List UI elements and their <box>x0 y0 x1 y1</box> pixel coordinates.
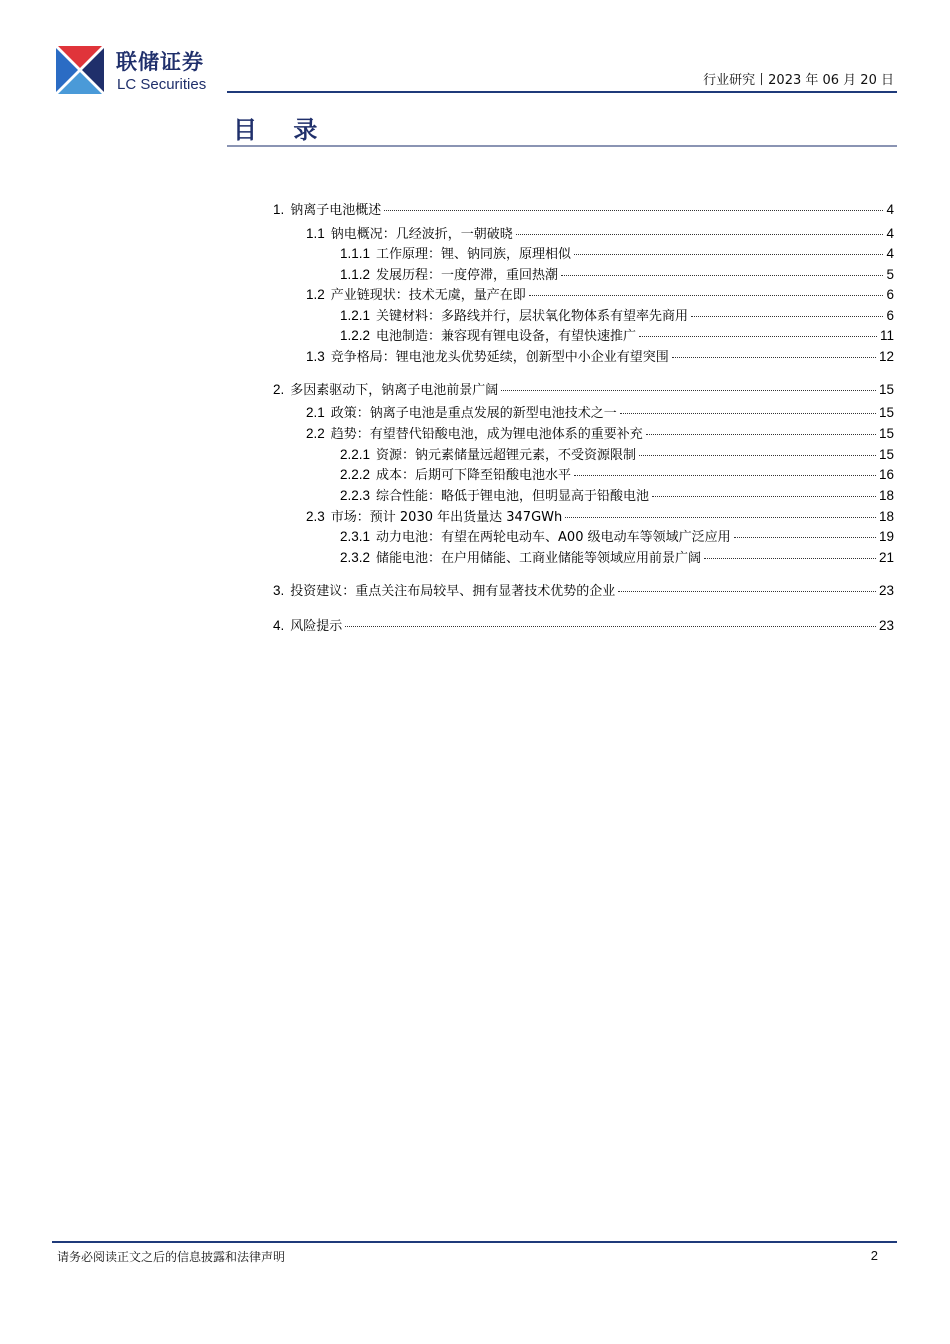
toc-entry[interactable] <box>340 487 894 505</box>
toc-entry-text: 综合性能：略低于锂电池，但明显高于铅酸电池 <box>376 489 650 504</box>
toc-leader-dots <box>618 591 876 592</box>
toc-entry-page: 4 <box>886 202 894 217</box>
toc-leader-dots <box>574 254 883 255</box>
toc-entry-page: 11 <box>879 328 894 343</box>
toc-entry[interactable] <box>306 225 894 243</box>
toc-entry[interactable] <box>306 286 894 304</box>
logo-chinese-name: 联储证券 <box>116 50 204 74</box>
logo-english-name: LC Securities <box>117 76 207 93</box>
toc-leader-dots <box>561 275 883 276</box>
toc-entry-text: 竞争格局：锂电池龙头优势延续，创新型中小企业有望突围 <box>330 350 669 365</box>
toc-leader-dots <box>529 295 884 296</box>
toc-entry[interactable] <box>273 201 894 219</box>
toc-entry-text: 钠电概况：几经波折，一朝破晓 <box>330 227 513 242</box>
toc-entry[interactable] <box>273 582 894 600</box>
toc-leader-dots <box>501 390 876 391</box>
toc-leader-dots <box>691 316 883 317</box>
toc-entry-page: 16 <box>878 467 894 482</box>
toc-entry-page: 12 <box>878 349 894 364</box>
toc-leader-dots <box>672 357 876 358</box>
toc-entry-number: 1.2 <box>306 287 325 302</box>
toc-leader-dots <box>565 517 876 518</box>
toc-entry[interactable] <box>340 307 894 325</box>
toc-entry-text: 动力电池：有望在两轮电动车、A00 级电动车等领域广泛应用 <box>376 530 731 545</box>
toc-entry-page: 18 <box>878 488 894 503</box>
toc-leader-dots <box>639 336 877 337</box>
toc-entry[interactable] <box>306 425 894 443</box>
toc-entry[interactable] <box>340 245 894 263</box>
toc-entry-text: 钠离子电池概述 <box>290 203 382 218</box>
toc-entry-number: 4. <box>273 618 285 633</box>
toc-entry[interactable] <box>273 381 894 399</box>
toc-leader-dots <box>704 558 876 559</box>
toc-entry-text: 市场：预计 2030 年出货量达 347GWh <box>330 510 563 525</box>
toc-entry-page: 18 <box>878 509 894 524</box>
toc-entry-number: 1.2.1 <box>340 308 371 323</box>
toc-leader-dots <box>384 210 883 211</box>
toc-entry-page: 6 <box>886 308 894 323</box>
toc-entry-number: 1.2.2 <box>340 328 371 343</box>
toc-entry[interactable] <box>306 404 894 422</box>
toc-entry-page: 21 <box>878 550 894 565</box>
toc-entry[interactable] <box>340 549 894 567</box>
toc-entry-page: 5 <box>886 267 894 282</box>
toc-entry-number: 2.3.2 <box>340 550 371 565</box>
toc-entry-number: 1.1.1 <box>340 246 371 261</box>
toc-entry-text: 产业链现状：技术无虞，量产在即 <box>330 288 526 303</box>
toc-entry-text: 多因素驱动下，钠离子电池前景广阔 <box>290 383 499 398</box>
toc-leader-dots <box>345 626 876 627</box>
toc-leader-dots <box>646 434 876 435</box>
toc-entry-page: 4 <box>886 246 894 261</box>
toc-entry-text: 政策：钠离子电池是重点发展的新型电池技术之一 <box>330 406 617 421</box>
toc-entry[interactable] <box>340 528 894 546</box>
toc-entry-number: 1.1 <box>306 226 325 241</box>
toc-entry-number: 3. <box>273 583 285 598</box>
toc-entry-number: 2.2.1 <box>340 447 371 462</box>
toc-entry-number: 2.2 <box>306 426 325 441</box>
toc-entry-text: 投资建议：重点关注布局较早、拥有显著技术优势的企业 <box>290 584 616 599</box>
toc-entry-number: 2.3 <box>306 509 325 524</box>
toc-entry-number: 2. <box>273 382 285 397</box>
toc-entry-text: 资源：钠元素储量远超锂元素，不受资源限制 <box>376 448 637 463</box>
toc-entry[interactable] <box>340 466 894 484</box>
toc-leader-dots <box>574 475 876 476</box>
company-logo <box>56 46 226 96</box>
toc-entry[interactable] <box>340 266 894 284</box>
toc-entry-page: 4 <box>886 226 894 241</box>
report-info: 行业研究丨2023 年 06 月 20 日 <box>703 73 894 88</box>
toc-entry-number: 2.2.3 <box>340 488 371 503</box>
toc-entry-page: 19 <box>878 529 894 544</box>
toc-entry[interactable] <box>273 617 894 635</box>
toc-entry-text: 风险提示 <box>290 619 343 634</box>
toc-entry-page: 15 <box>878 405 894 420</box>
toc-leader-dots <box>734 537 876 538</box>
lc-logo-icon <box>56 46 104 94</box>
toc-entry-text: 工作原理：锂、钠同族，原理相似 <box>376 247 572 262</box>
toc-entry-page: 15 <box>878 382 894 397</box>
toc-entry-number: 1.3 <box>306 349 325 364</box>
toc-entry-number: 2.3.1 <box>340 529 371 544</box>
footer-divider <box>52 1241 897 1243</box>
toc-entry-text: 储能电池：在户用储能、工商业储能等领域应用前景广阔 <box>376 551 702 566</box>
toc-entry[interactable] <box>340 327 894 345</box>
toc-entry-text: 关键材料：多路线并行，层状氧化物体系有望率先商用 <box>376 309 689 324</box>
toc-entry-text: 成本：后期可下降至铅酸电池水平 <box>376 468 572 483</box>
toc-leader-dots <box>639 455 876 456</box>
footer-disclaimer: 请务必阅读正文之后的信息披露和法律声明 <box>57 1250 286 1264</box>
toc-entry-page: 23 <box>878 618 894 633</box>
header-divider <box>227 91 897 93</box>
toc-entry-number: 1.1.2 <box>340 267 371 282</box>
toc-entry[interactable] <box>340 446 894 464</box>
toc-title: 目 录 <box>233 116 332 144</box>
toc-entry[interactable] <box>306 508 894 526</box>
toc-entry[interactable] <box>306 348 894 366</box>
page-number: 2 <box>870 1248 878 1263</box>
toc-entry-page: 23 <box>878 583 894 598</box>
toc-entry-page: 6 <box>886 287 894 302</box>
toc-entry-text: 趋势：有望替代铅酸电池，成为锂电池体系的重要补充 <box>330 427 643 442</box>
toc-entry-page: 15 <box>878 426 894 441</box>
toc-entry-number: 1. <box>273 202 285 217</box>
toc-entry-number: 2.2.2 <box>340 467 371 482</box>
toc-entry-text: 发展历程：一度停滞，重回热潮 <box>376 268 559 283</box>
toc-leader-dots <box>516 234 884 235</box>
toc-entry-text: 电池制造：兼容现有锂电设备，有望快速推广 <box>376 329 637 344</box>
toc-leader-dots <box>620 413 876 414</box>
toc-entry-number: 2.1 <box>306 405 325 420</box>
toc-leader-dots <box>652 496 876 497</box>
toc-entry-page: 15 <box>878 447 894 462</box>
toc-title-divider <box>227 145 897 147</box>
